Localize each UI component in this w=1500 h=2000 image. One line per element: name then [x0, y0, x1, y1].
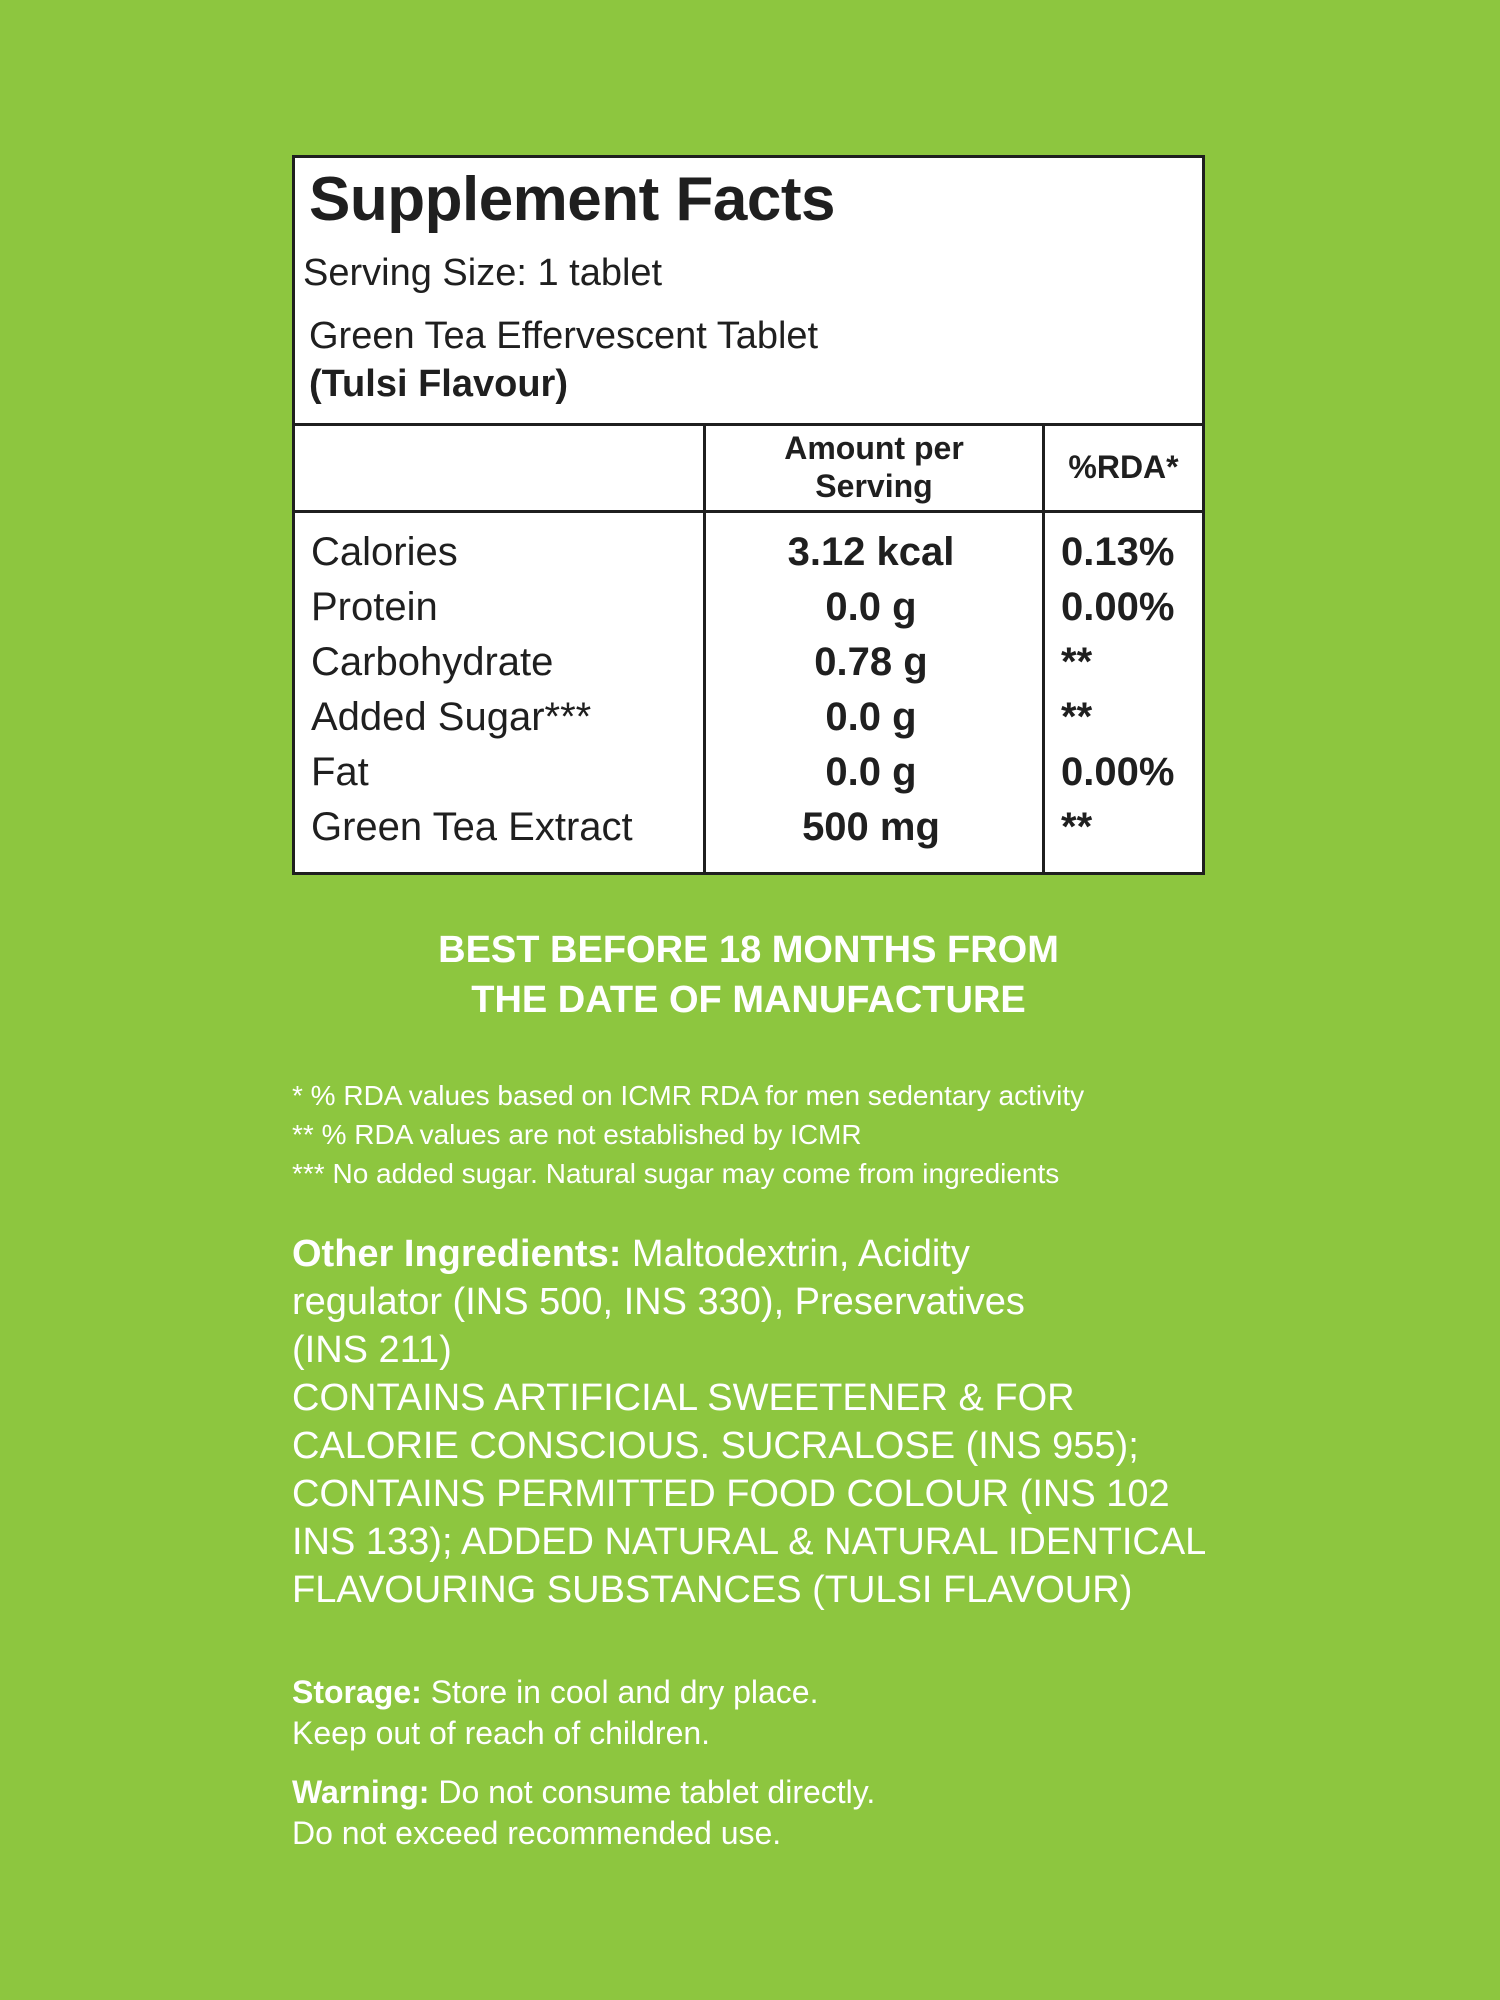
product-name-block: [309, 312, 818, 408]
nutrient-amount: 0.0 g: [825, 695, 917, 739]
footnote: *** No added sugar. Natural sugar may come from ingredients: [292, 1158, 1060, 1189]
table-row: [295, 695, 1202, 750]
ingredients-line: (INS 211): [292, 1329, 452, 1371]
storage-line: Keep out of reach of children.: [292, 1715, 711, 1751]
facts-title: Supplement Facts: [309, 165, 835, 234]
nutrient-name: Fat: [311, 750, 369, 794]
table-row: [295, 530, 1202, 585]
nutrient-amount: 0.0 g: [825, 585, 917, 629]
nutrient-name: Protein: [311, 585, 438, 629]
header-amount: [706, 424, 1042, 510]
ingredients-line: CALORIE CONSCIOUS. SUCRALOSE (INS 955);: [292, 1425, 1139, 1467]
storage-info: [292, 1672, 818, 1754]
table-row: [295, 640, 1202, 695]
other-ingredients: [292, 1230, 1232, 1614]
header-amount-line2: Serving: [815, 468, 933, 504]
nutrient-rda: **: [1061, 805, 1093, 849]
nutrient-rda: 0.00%: [1061, 585, 1175, 629]
nutrient-amount: 0.0 g: [825, 750, 917, 794]
nutrient-rda: **: [1061, 640, 1093, 684]
product-flavour: (Tulsi Flavour): [309, 363, 568, 405]
nutrient-name: Calories: [311, 530, 458, 574]
serving-size: Serving Size: 1 tablet: [303, 252, 663, 294]
nutrient-amount: 3.12 kcal: [787, 530, 955, 574]
ingredients-line: CONTAINS PERMITTED FOOD COLOUR (INS 102: [292, 1473, 1170, 1515]
warning-line: Do not consume tablet directly.: [429, 1774, 876, 1810]
ingredients-line: INS 133); ADDED NATURAL & NATURAL IDENTICAL: [292, 1521, 1207, 1563]
divider-header: [295, 510, 1202, 513]
warning-line: Do not exceed recommended use.: [292, 1815, 782, 1851]
best-before-line2: THE DATE OF MANUFACTURE: [471, 979, 1026, 1021]
footnotes: [292, 1076, 1084, 1193]
header-rda: %RDA*: [1068, 449, 1179, 485]
table-row: [295, 805, 1202, 860]
ingredients-line: FLAVOURING SUBSTANCES (TULSI FLAVOUR): [292, 1569, 1133, 1611]
ingredients-label: Other Ingredients:: [292, 1233, 622, 1275]
nutrient-name: Green Tea Extract: [311, 805, 633, 849]
nutrient-rda: **: [1061, 695, 1093, 739]
warning-label: Warning:: [292, 1774, 430, 1810]
ingredients-line: Maltodextrin, Acidity: [621, 1233, 970, 1275]
best-before: [292, 925, 1205, 1025]
table-row: [295, 585, 1202, 640]
footnote: * % RDA values based on ICMR RDA for men sedentary activity: [292, 1080, 1085, 1111]
ingredients-line: regulator (INS 500, INS 330), Preservatives: [292, 1281, 1025, 1323]
nutrient-rda: 0.13%: [1061, 530, 1175, 574]
nutrient-name: Carbohydrate: [311, 640, 554, 684]
nutrient-rda: 0.00%: [1061, 750, 1175, 794]
table-row: [295, 750, 1202, 805]
best-before-line1: BEST BEFORE 18 MONTHS FROM: [438, 929, 1059, 971]
product-name: Green Tea Effervescent Tablet: [309, 315, 819, 357]
storage-line: Store in cool and dry place.: [421, 1674, 819, 1710]
nutrient-amount: 500 mg: [802, 805, 940, 849]
nutrient-amount: 0.78 g: [814, 640, 928, 684]
header-amount-line1: Amount per: [784, 430, 964, 466]
ingredients-line: CONTAINS ARTIFICIAL SWEETENER & FOR: [292, 1377, 1075, 1419]
storage-label: Storage:: [292, 1674, 422, 1710]
supplement-facts-panel: [292, 155, 1205, 875]
nutrient-rows: [295, 530, 1202, 860]
footnote: ** % RDA values are not established by ICMR: [292, 1119, 862, 1150]
warning-info: [292, 1772, 875, 1854]
nutrient-name: Added Sugar***: [311, 695, 592, 739]
